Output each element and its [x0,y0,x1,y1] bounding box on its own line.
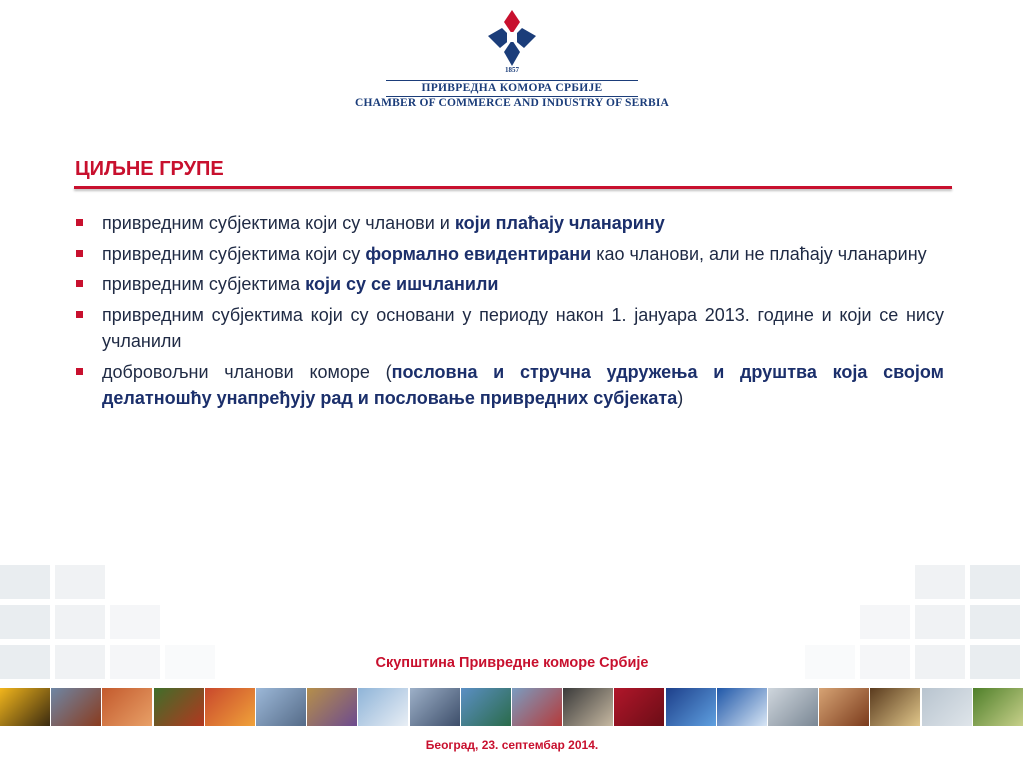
list-item [76,210,944,237]
bullet-emphasis: који плаћају чланарину [454,213,665,233]
industry-photo [768,688,818,726]
org-name-english: CHAMBER OF COMMERCE AND INDUSTRY OF SERBIA [354,97,670,109]
background-tile [55,565,105,599]
background-tile [915,565,965,599]
background-tile [0,565,50,599]
background-tile [0,605,50,639]
industry-photo [870,688,920,726]
industry-photo [205,688,255,726]
industry-photo [256,688,306,726]
industry-photo [307,688,357,726]
list-item [76,359,944,412]
bullet-emphasis: који су се ишчланили [305,274,499,294]
industry-photo-strip [0,688,1024,726]
bullet-square-icon [76,368,83,375]
background-tile [860,605,910,639]
bullet-text: као чланови, али не плаћају чланарину [591,243,927,264]
list-item [76,271,944,298]
background-tile [110,605,160,639]
industry-photo [973,688,1023,726]
bullet-emphasis: пословна и стручна удружења и друштва која својом делатношћу унапређују рад и пословање привредних субјеката [102,361,944,408]
chamber-emblem-icon [484,8,540,74]
background-tile [55,605,105,639]
target-groups-list [76,210,944,416]
industry-photo [666,688,716,726]
bullet-square-icon [76,280,83,287]
bullet-square-icon [76,219,83,226]
industry-photo [461,688,511,726]
bullet-text: ) [677,388,684,408]
logo-divider [386,80,638,81]
bullet-text: привредним субјектима који су чланови и [102,213,455,233]
industry-photo [614,688,664,726]
footer-date: Београд, 23. септембар 2014. [425,738,599,752]
industry-photo [410,688,460,726]
background-tile [970,605,1020,639]
list-item [76,241,944,268]
industry-photo [102,688,152,726]
industry-photo [563,688,613,726]
list-item [76,302,944,355]
background-tile [970,565,1020,599]
footer-event-title: Скупштина Привредне коморе Србије [375,655,649,671]
bullet-text: привредним субјектима [102,274,306,294]
org-name-serbian: ПРИВРЕДНА КОМОРА СРБИЈЕ [421,82,603,94]
industry-photo [819,688,869,726]
bullet-text: добровољни чланови коморе ( [102,361,392,382]
logo-year: 1857 [505,66,519,74]
background-tile [915,605,965,639]
bullet-text: привредним субјектима који су основани у периоду након 1. јануара 2013. године и који се нису учланили [102,304,944,351]
bullet-square-icon [76,250,83,257]
industry-photo [358,688,408,726]
industry-photo [922,688,972,726]
slide-title: ЦИЉНЕ ГРУПЕ [75,158,224,180]
industry-photo [154,688,204,726]
industry-photo [717,688,767,726]
bullet-square-icon [76,311,83,318]
industry-photo [51,688,101,726]
bullet-text: привредним субјектима који су [102,243,366,264]
industry-photo [512,688,562,726]
bullet-emphasis: формално евидентирани [365,243,592,264]
title-underline [74,186,952,189]
industry-photo [0,688,50,726]
